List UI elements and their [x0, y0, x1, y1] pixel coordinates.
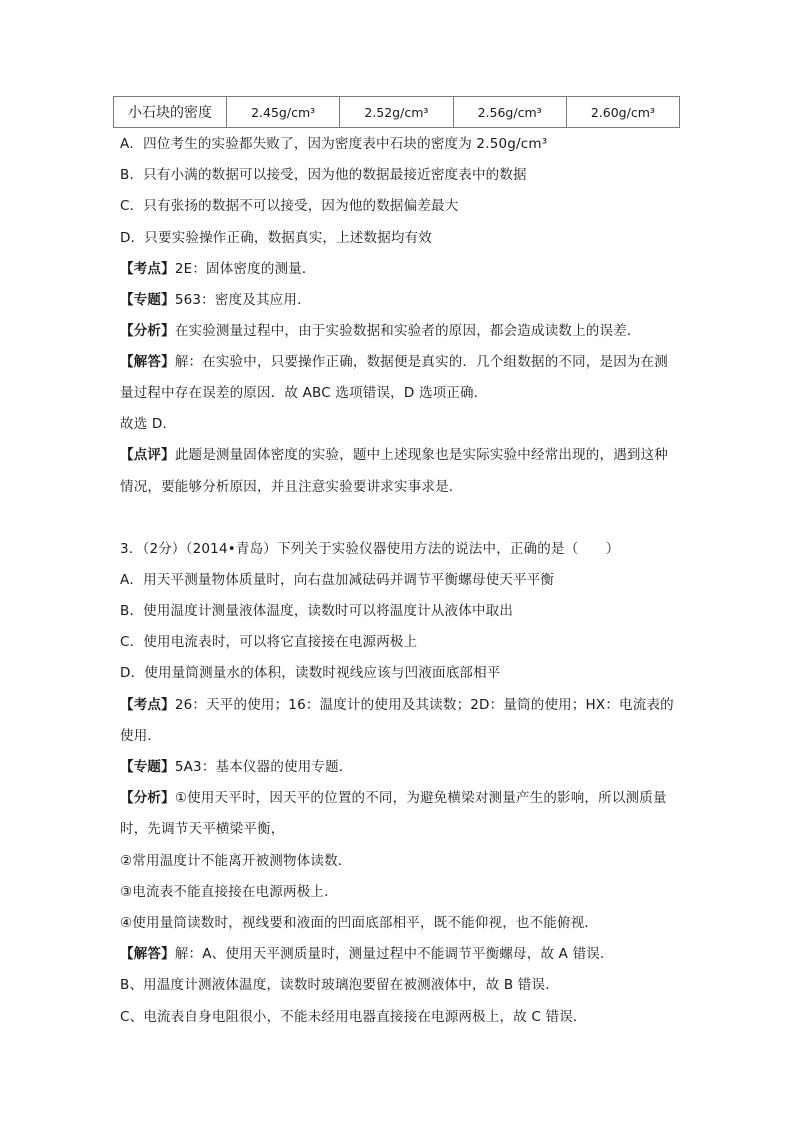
zhuanti-text: 5A3：基本仪器的使用专题． [174, 759, 353, 775]
q2-jieda-cont: 量过程中存在误差的原因．故 ABC 选项错误，D 选项正确． [120, 385, 488, 401]
table-cell: 2.52g/cm³ [340, 97, 453, 128]
kaodian-tag: 【考点】 [120, 697, 175, 713]
q3-jieda-line: B、用温度计测液体温度，读数时玻璃泡要留在被测液体中，故 B 错误． [120, 977, 559, 993]
q3-stem: 3．（2分）（2014•青岛）下列关于实验仪器使用方法的说法中，正确的是（ ） [120, 541, 620, 557]
q3-fenxi-cont: 时，先调节天平横梁平衡， [120, 821, 285, 837]
q3-jieda-line: C、电流表自身电阻很小，不能未经用电器直接接在电源两极上，故 C 错误． [120, 1009, 587, 1025]
zhuanti-tag: 【专题】 [120, 759, 175, 775]
fenxi-text: ①使用天平时，因天平的位置的不同，为避免横梁对测量产生的影响，所以测质量 [174, 790, 667, 806]
density-table [113, 96, 680, 128]
fenxi-tag: 【分析】 [120, 790, 175, 806]
q2-dianping-cont: 情况，要能够分析原因，并且注意实验要讲求实事求是． [120, 479, 463, 495]
fenxi-tag: 【分析】 [120, 323, 175, 339]
q3-fenxi-point: ③电流表不能直接接在电源两极上． [120, 884, 338, 900]
q3-fenxi-point: ④使用量筒读数时，视线要和液面的凹面底部相平，既不能仰视，也不能俯视． [120, 915, 599, 931]
jieda-text: 解：A、使用天平测质量时，测量过程中不能调节平衡螺母，故 A 错误． [174, 946, 614, 962]
q2-answer: 故选 D． [120, 416, 177, 432]
q2-option-a: A．四位考生的实验都失败了，因为密度表中石块的密度为 2.50g/cm³ [120, 136, 548, 152]
q2-option-d: D．只要实验操作正确，数据真实，上述数据均有效 [120, 230, 432, 246]
kaodian-tag: 【考点】 [120, 261, 175, 277]
jieda-tag: 【解答】 [120, 946, 175, 962]
q3-fenxi-point: ②常用温度计不能离开被测物体读数． [120, 853, 352, 869]
q3-option-c: C．使用电流表时，可以将它直接接在电源两极上 [120, 634, 418, 650]
jieda-tag: 【解答】 [120, 354, 175, 370]
q3-fenxi [120, 789, 667, 807]
q3-option-a: A．用天平测量物体质量时，向右盘加减砝码并调节平衡螺母使天平平衡 [120, 572, 555, 588]
q3-zhuanti [120, 758, 353, 776]
q2-option-c: C．只有张扬的数据不可以接受，因为他的数据偏差最大 [120, 198, 459, 214]
table-row [114, 97, 680, 128]
fenxi-text: 在实验测量过程中，由于实验数据和实验者的原因，都会造成读数上的误差． [174, 323, 641, 339]
jieda-text: 解：在实验中，只要操作正确，数据便是真实的．几个组数据的不同，是因为在测 [174, 354, 669, 370]
table-cell: 2.60g/cm³ [566, 97, 679, 128]
q2-kaodian [120, 260, 316, 278]
zhuanti-tag: 【专题】 [120, 292, 175, 308]
q2-dianping [120, 446, 668, 464]
dianping-tag: 【点评】 [120, 447, 175, 463]
q2-jieda [120, 353, 668, 371]
q3-jieda [120, 945, 614, 963]
q3-kaodian-cont: 使用． [120, 728, 162, 744]
table-cell: 2.56g/cm³ [453, 97, 566, 128]
q3-option-d: D．使用量筒测量水的体积，读数时视线应该与凹液面底部相平 [120, 665, 501, 681]
zhuanti-text: 563：密度及其应用． [174, 292, 311, 308]
q3-option-b: B．使用温度计测量液体温度，读数时可以将温度计从液体中取出 [120, 603, 514, 619]
table-cell: 2.45g/cm³ [227, 97, 340, 128]
q2-option-b: B．只有小满的数据可以接受，因为他的数据最接近密度表中的数据 [120, 167, 527, 183]
q2-fenxi [120, 322, 641, 340]
kaodian-text: 26：天平的使用；16：温度计的使用及其读数；2D：量筒的使用；HX：电流表的 [174, 697, 674, 713]
kaodian-text: 2E：固体密度的测量． [174, 261, 316, 277]
dianping-text: 此题是测量固体密度的实验，题中上述现象也是实际实验中经常出现的，遇到这种 [174, 447, 669, 463]
q2-zhuanti [120, 291, 311, 309]
q3-kaodian [120, 696, 674, 714]
table-header-cell: 小石块的密度 [114, 97, 227, 128]
